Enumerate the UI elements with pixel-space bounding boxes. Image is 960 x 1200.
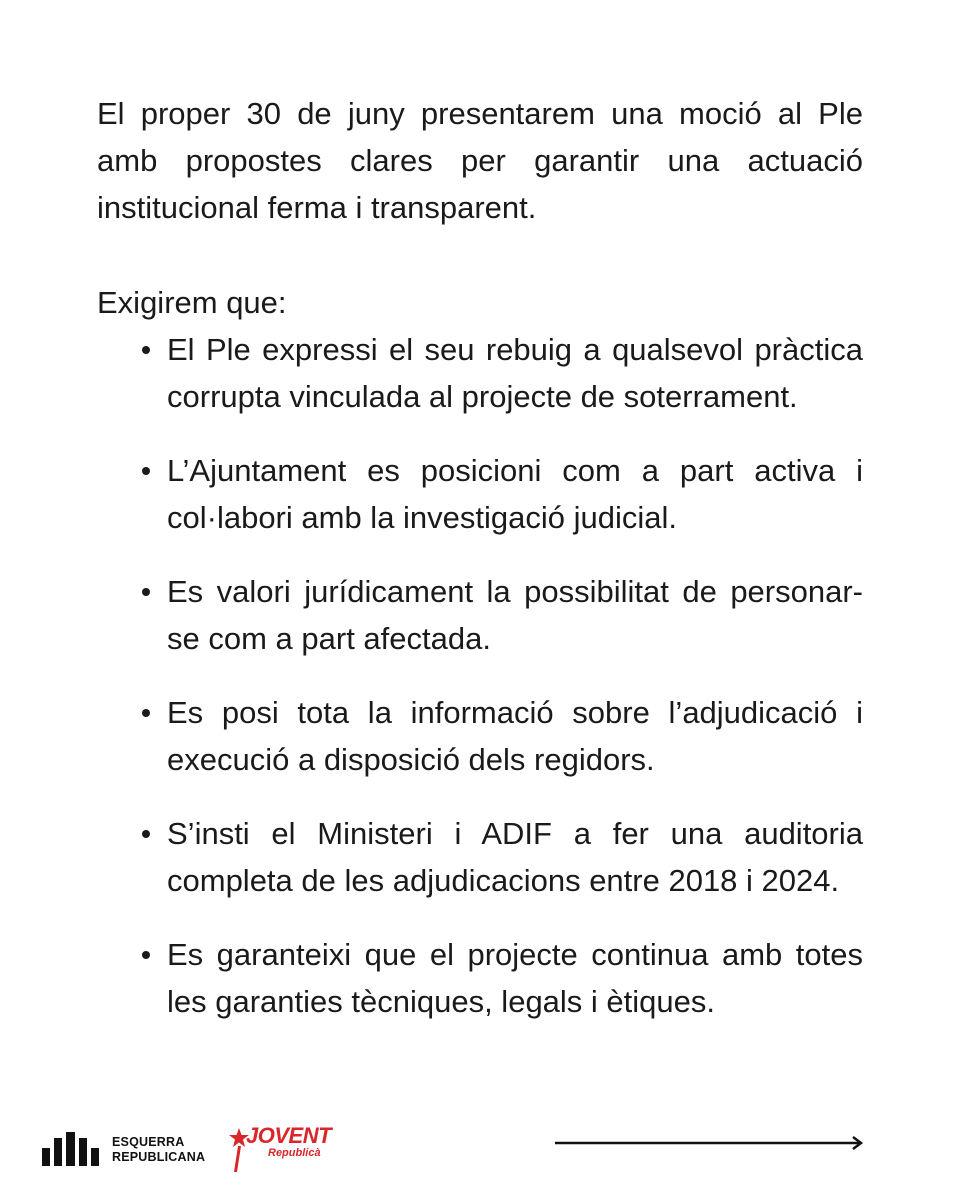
- jovent-republica-logo: [228, 1124, 338, 1176]
- list-item: Es valori jurídicament la possibilitat de personar-se com a part afectada.: [167, 568, 863, 662]
- arrow-right-icon[interactable]: [555, 1136, 865, 1150]
- esquerra-logo-text: ESQUERRA REPUBLICANA: [112, 1135, 206, 1164]
- list-item: El Ple expressi el seu rebuig a qualsevol pràctica corrupta vinculada al projecte de soterrament.: [167, 326, 863, 420]
- esquerra-bars-icon: [42, 1130, 100, 1166]
- demands-heading: Exigirem que:: [97, 285, 287, 320]
- footer: [42, 1123, 864, 1178]
- list-item: L’Ajuntament es posicioni com a part activa i col·labori amb la investigació judicial.: [167, 447, 863, 541]
- list-item: Es posi tota la informació sobre l’adjudicació i execució a disposició dels regidors.: [167, 689, 863, 783]
- list-item: Es garanteixi que el projecte continua amb totes les garanties tècniques, legals i ètiques.: [167, 931, 863, 1025]
- esquerra-republicana-logo: [42, 1128, 212, 1168]
- demands-list: [97, 326, 863, 1025]
- list-item: S’insti el Ministeri i ADIF a fer una auditoria completa de les adjudicacions entre 2018 i 2024.: [167, 810, 863, 904]
- jovent-word: JOVENT: [246, 1123, 332, 1148]
- jovent-subtitle: Republicà: [268, 1147, 321, 1159]
- main-content: [97, 90, 863, 1052]
- intro-paragraph: El proper 30 de juny presentarem una moció al Ple amb propostes clares per garantir una actuació institucional ferma i transparent.: [97, 96, 863, 225]
